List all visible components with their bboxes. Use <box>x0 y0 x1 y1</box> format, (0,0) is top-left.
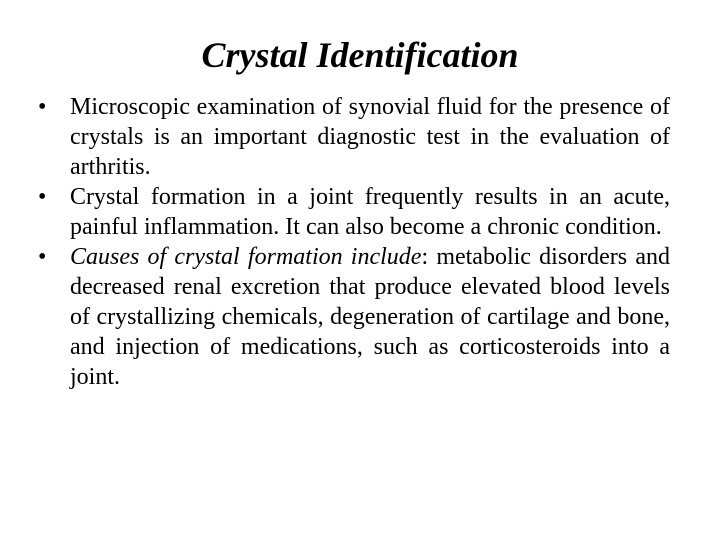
bullet-icon: • <box>38 94 47 120</box>
bullet-text: Microscopic examination of synovial fluid for the presence of crystals is an important diagnostic test in the evaluation of arthritis. <box>70 94 670 180</box>
bullet-icon: • <box>38 244 47 270</box>
bullet-text <box>70 244 670 390</box>
slide-title: Crystal Identification <box>201 35 519 75</box>
bullet-list <box>34 92 670 392</box>
bullet-item <box>34 242 670 392</box>
bullet-emphasis: Causes of crystal formation include <box>70 244 422 270</box>
bullet-text-rest: : metabolic disorders and decreased renal excretion that produce elevated blood levels of crystallizing chemicals, degeneration of cartilage and bone, and injection of medications, such as corticosteroids into a joint. <box>70 244 670 390</box>
bullet-icon: • <box>38 184 47 210</box>
bullet-item <box>34 182 670 242</box>
bullet-item <box>34 92 670 182</box>
bullet-text: Crystal formation in a joint frequently results in an acute, painful inflammation. It can also become a chronic condition. <box>70 184 670 240</box>
